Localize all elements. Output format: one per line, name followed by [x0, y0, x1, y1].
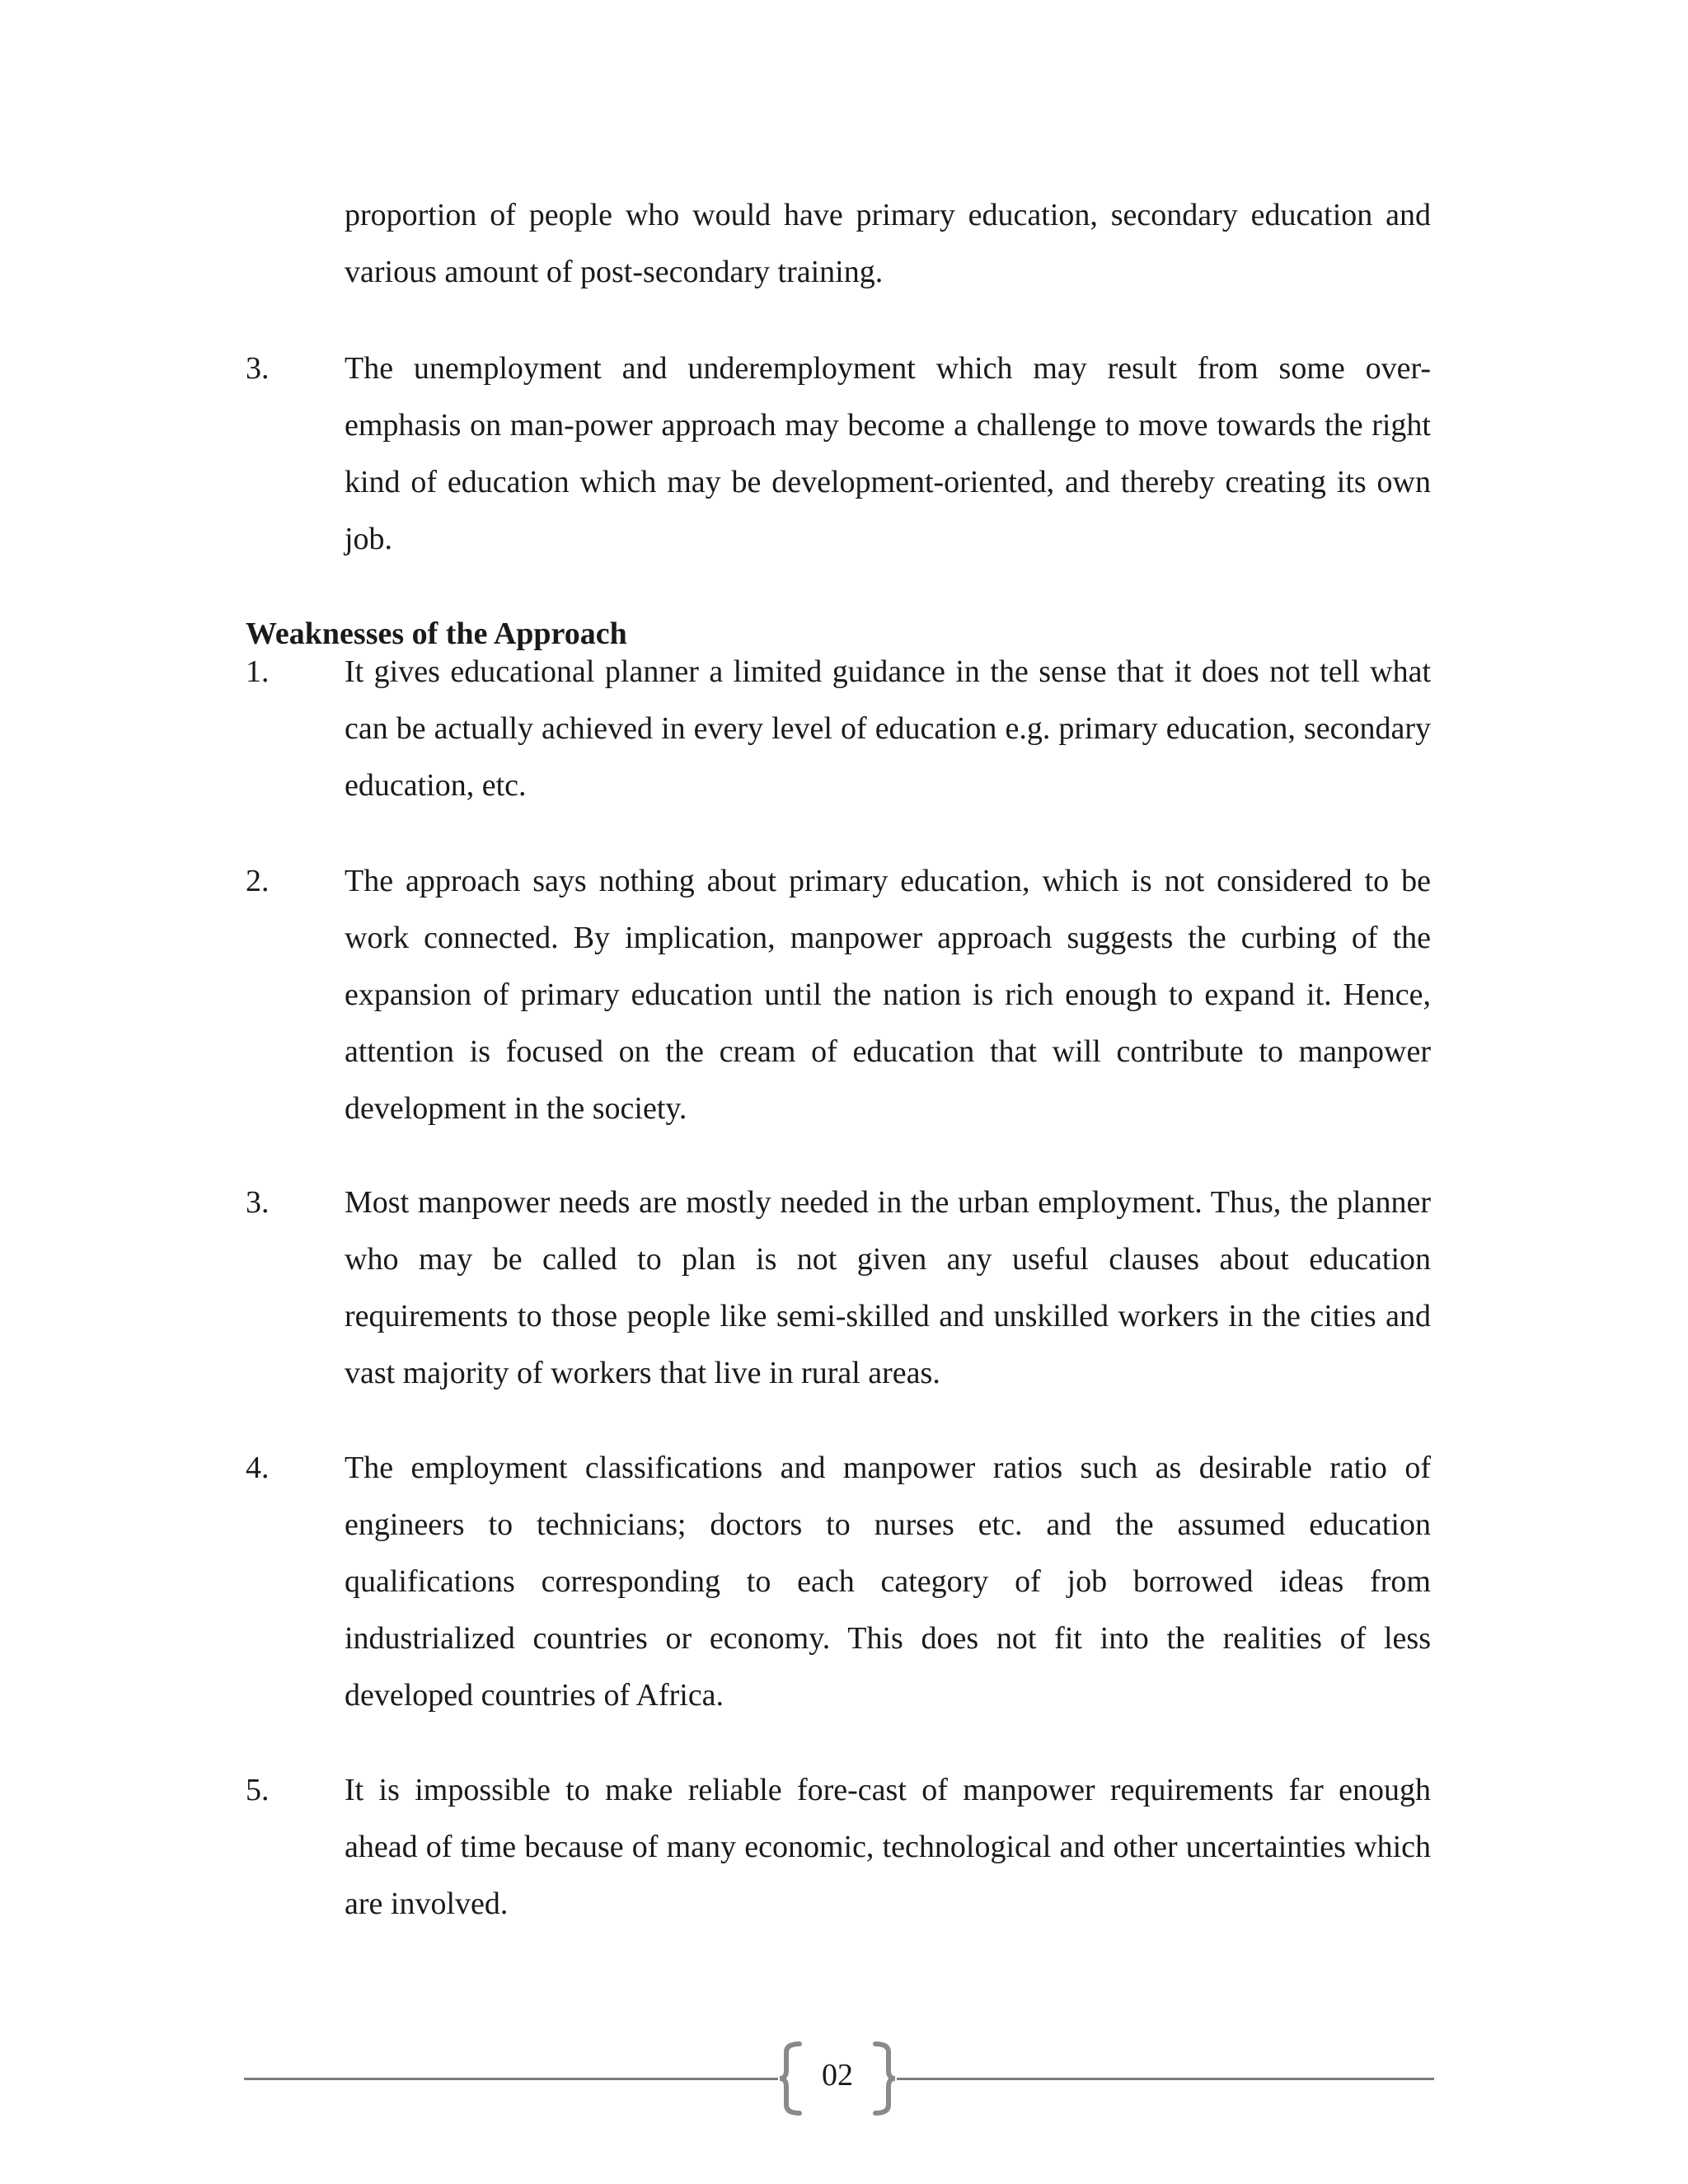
list-item-text: The unemployment and underemployment which may result from some over-emphasis on man-power approach may become a challenge to move towards the right kind of education which may be development-oriented, and thereby creating its own job.	[345, 351, 1431, 556]
list-item-text: The employment classifications and manpower ratios such as desirable ratio of engineers to technicians; doctors to nurses etc. and the assumed education qualifications corresponding to each category of job borrowed ideas from industrialized countries or economy. This does not fit into the realities of less developed countries of Africa.	[345, 1451, 1431, 1713]
list-item-text: It gives educational planner a limited guidance in the sense that it does not tell what can be actually achieved in every level of education e.g. primary education, secondary education, etc.	[345, 654, 1431, 803]
footer-rule-right	[897, 2078, 1434, 2080]
footer-rule-left	[244, 2078, 778, 2080]
list-item-text: Most manpower needs are mostly needed in the urban employment. Thus, the planner who may be called to plan is not given any useful clauses about education requirements to those people like semi-skilled and unskilled workers in the cities and vast majority of workers that live in rural areas.	[345, 1185, 1431, 1390]
right-brace-icon	[872, 2041, 897, 2116]
list-item-text: It is impossible to make reliable fore-cast of manpower requirements far enough ahead of time because of many economic, technological and other uncertainties which are involved.	[345, 1773, 1431, 1921]
list-item-number: 3.	[246, 1185, 270, 1220]
list-item-number: 2.	[246, 864, 270, 898]
list-item-number: 3.	[246, 351, 270, 386]
section-heading: Weaknesses of the Approach	[246, 616, 627, 651]
list-item-number: 4.	[246, 1451, 270, 1485]
list-item-text: The approach says nothing about primary education, which is not considered to be work connected. By implication, manpower approach suggests the curbing of the expansion of primary education until the nation is rich enough to expand it. Hence, attention is focused on the cream of education that will contribute to manpower development in the society.	[345, 864, 1431, 1126]
list-item-number: 5.	[246, 1773, 270, 1807]
continuation-paragraph: proportion of people who would have primary education, secondary education and various amount of post-secondary training.	[345, 198, 1431, 289]
list-item-number: 1.	[246, 654, 270, 689]
left-brace-icon	[778, 2041, 803, 2116]
page-number: 02	[822, 2058, 853, 2093]
